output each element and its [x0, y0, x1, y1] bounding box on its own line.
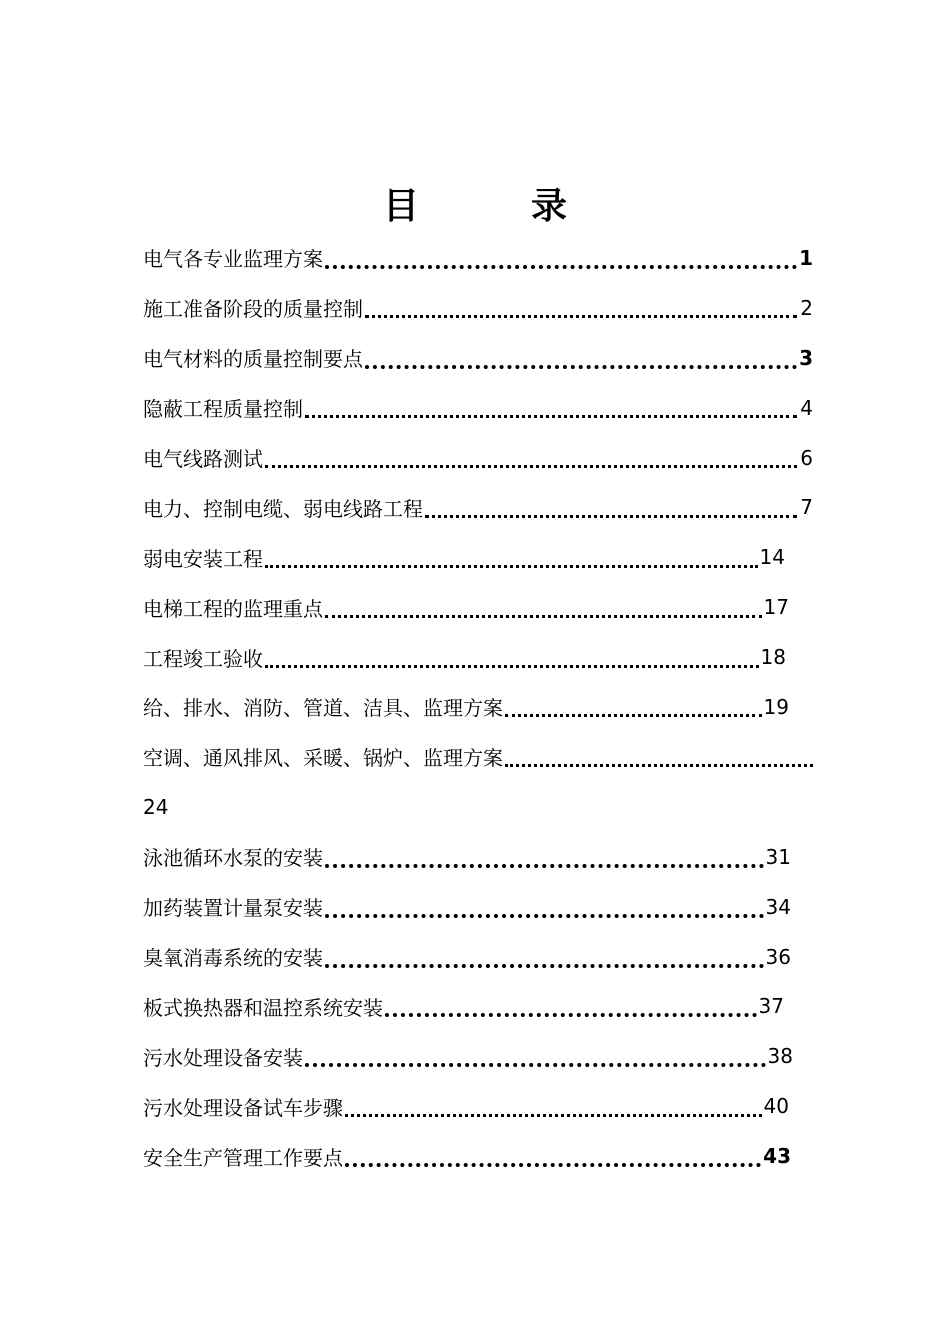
toc-entry: [143, 433, 813, 483]
toc-entry: [143, 732, 813, 782]
dot-leader: [505, 694, 762, 717]
toc-entry-label: 安全生产管理工作要点: [143, 1145, 343, 1170]
dot-leader: [325, 595, 762, 618]
toc-entry-page: 7: [800, 495, 813, 520]
toc-entry-label: 电梯工程的监理重点: [143, 596, 323, 621]
toc-entry-page: 1: [799, 245, 813, 270]
toc-entry-continuation: [143, 782, 813, 832]
toc-entry-label: 臭氧消毒系统的安装: [143, 946, 323, 971]
dot-leader: [345, 1143, 761, 1167]
dot-leader: [305, 1043, 766, 1067]
toc-entry-label: 施工准备阶段的质量控制: [143, 297, 363, 322]
dot-leader: [365, 295, 797, 318]
toc-entry: [143, 333, 813, 383]
toc-entry-label: 板式换热器和温控系统安装: [143, 995, 383, 1020]
toc-entry-page: 43: [763, 1144, 791, 1169]
dot-leader: [345, 1094, 762, 1117]
toc-entry: [143, 383, 813, 433]
toc-entry: [143, 582, 813, 632]
toc-entry-page: 36: [765, 944, 791, 969]
toc-entry: [143, 981, 813, 1031]
toc-entry-label: 电气线路测试: [143, 447, 263, 471]
dot-leader: [265, 445, 797, 468]
toc-title: 目 录: [382, 186, 605, 227]
toc-entry-label: 电气各专业监理方案: [143, 247, 323, 272]
toc-entry-page: 2: [800, 295, 813, 320]
toc-entry: [143, 1031, 813, 1081]
toc-entry: [143, 832, 813, 882]
toc-entry: [143, 882, 813, 932]
toc-entry-label: 加药装置计量泵安装: [143, 896, 323, 921]
toc-entry-label: 工程竣工验收: [143, 646, 263, 671]
toc-entry-label: 弱电安装工程: [143, 546, 263, 571]
toc-entry-label: 给、排水、消防、管道、洁具、监理方案: [143, 696, 503, 721]
dot-leader: [325, 245, 797, 269]
toc-entry-label: 电气材料的质量控制要点: [143, 347, 363, 372]
toc-entry-label: 空调、通风排风、采暖、锅炉、监理方案: [143, 746, 503, 771]
toc-entry-label: 污水处理设备试车步骤: [143, 1095, 343, 1120]
dot-leader: [265, 545, 758, 568]
toc-entry: [143, 682, 813, 732]
toc-entry-page: 34: [765, 894, 791, 919]
toc-entry-page: 24: [143, 794, 169, 819]
dot-leader: [365, 345, 797, 369]
toc-entry: [143, 482, 813, 532]
toc-entry: [143, 932, 813, 982]
dot-leader: [305, 395, 797, 418]
toc-entry-page: 6: [800, 445, 813, 470]
toc-entry-label: 隐蔽工程质量控制: [143, 397, 303, 422]
toc-entry: [143, 1081, 813, 1131]
dot-leader: [325, 894, 764, 918]
dot-leader: [325, 844, 764, 868]
dot-leader: [505, 744, 813, 767]
toc-entry-page: 3: [799, 345, 813, 370]
toc-entry-page: 18: [760, 645, 786, 670]
dot-leader: [385, 993, 757, 1017]
dot-leader: [265, 645, 759, 668]
toc-entry-page: 19: [763, 694, 789, 719]
toc-entry: [143, 283, 813, 333]
toc-entry: [143, 1131, 813, 1181]
toc-entry-label: 污水处理设备安装: [143, 1045, 303, 1070]
toc-entry-page: 38: [767, 1044, 793, 1069]
toc-entry-page: 40: [763, 1094, 789, 1119]
toc-entry-page: 31: [765, 844, 791, 869]
dot-leader: [325, 944, 764, 968]
toc-entry-page: 4: [800, 395, 813, 420]
toc-entry-page: 37: [758, 994, 784, 1019]
toc-entry: [143, 233, 813, 283]
table-of-contents: [143, 233, 813, 1181]
toc-entry-label: 电力、控制电缆、弱电线路工程: [143, 496, 423, 521]
dot-leader: [425, 495, 797, 518]
toc-entry: [143, 532, 813, 582]
toc-entry-page: 17: [763, 595, 789, 620]
toc-entry-page: 14: [759, 545, 785, 570]
toc-entry-label: 泳池循环水泵的安装: [143, 846, 323, 871]
toc-entry: [143, 632, 813, 682]
